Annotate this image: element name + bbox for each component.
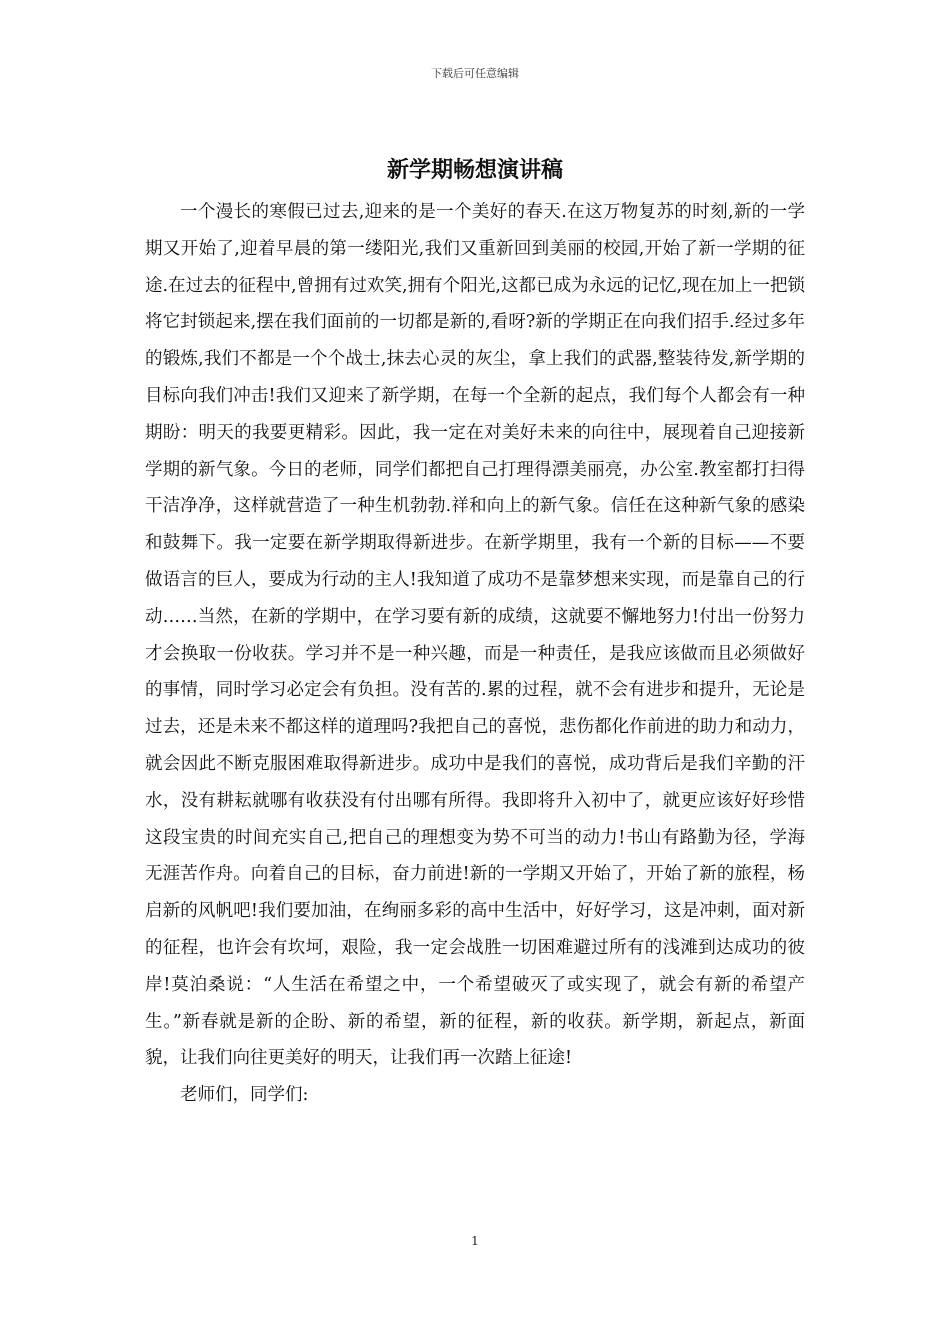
paragraph: 老师们，同学们:	[180, 1085, 309, 1106]
paragraph: 一个漫长的寒假已过去,迎来的是一个美好的春天.在这万物复苏的时刻,新的一学期又开始了,迎着早晨的第一缕阳光,我们又重新回到美丽的校园,开始了新一学期的征途.在过去的征程中,曾拥有过欢笑,拥有个阳光,这都已成为永远的记忆,现在加上一把锁将它封锁起来,摆在我们面前的一切都是新的,看呀?新的学期正在向我们招手.经过多年的锻炼,我们不都是一个个战士,抹去心灵的灰尘，拿上我们的武器,整装待发,新学期的目标向我们冲击!我们又迎来了新学期，在每一个全新的起点，我们每个人都会有一种期盼：明天的我要更精彩。因此，我一定在对美好未来的向往中，展现着自己迎接新学期的新气象。今日的老师，同学们都把自己打理得漂美丽亮，办公室.教室都打扫得干洁净净，这样就营造了一种生机勃勃.祥和向上的新气象。信任在这种新气象的感染和鼓舞下。我一定要在新学期取得新进步。在新学期里，我有一个新的目标——不要做语言的巨人，要成为行动的主人!我知道了成功不是靠梦想来实现，而是靠自己的行动……当然，在新的学期中，在学习要有新的成绩，这就要不懈地努力!付出一份努力才会换取一份收获。学习并不是一种兴趣，而是一种责任，是我应该做而且必须做好的事情，同时学习必定会有负担。没有苦的.累的过程，就不会有进步和提升，无论是过去，还是未来不都这样的道理吗?我把自己的喜悦，悲伤都化作前进的助力和动力，就会因此不断克服困难取得新进步。成功中是我们的喜悦，成功背后是我们辛勤的汗水，没有耕耘就哪有收获没有付出哪有所得。我即将升入初中了，就更应该好好珍惜这段宝贵的时间充实自己,把自己的理想变为势不可当的动力!书山有路勤为径，学海无涯苦作舟。向着自己的目标，奋力前进!新的一学期又开始了，开始了新的旅程，杨启新的风帆吧!我们要加油，在绚丽多彩的高中生活中，好好学习，这是冲刺，面对新的征程，也许会有坎坷，艰险，我一定会战胜一切困难避过所有的浅滩到达成功的彼岸!莫泊桑说：“人生活在希望之中，一个希望破灭了或实现了，就会有新的希望产生。”新春就是新的企盼、新的希望，新的征程，新的收获。新学期，新起点，新面貌，让我们向往更美好的明天，让我们再一次踏上征途!	[145, 202, 805, 1069]
document-title: 新学期畅想演讲稿	[386, 157, 563, 183]
page-header: 下载后可任意编辑	[431, 67, 519, 80]
page-number: 1	[471, 1234, 479, 1248]
document-body	[145, 194, 805, 1114]
